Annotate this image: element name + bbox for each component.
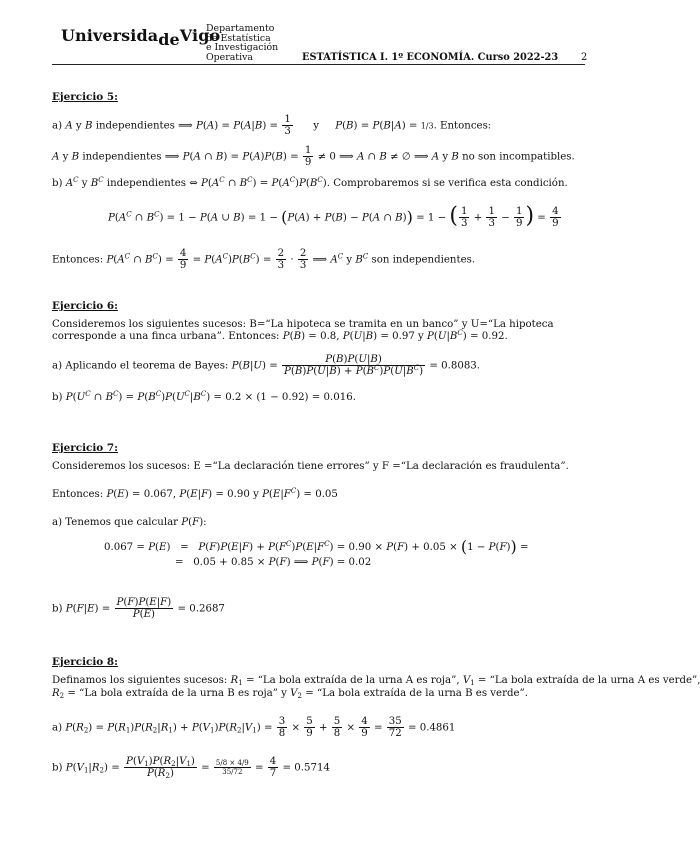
exercise-7-title: Ejercicio 7: (52, 442, 118, 454)
ej7-part-b: b) P(F|E) = $\frac{P(F)P(E|F)}{P(E)}$ = 0.2687 (52, 597, 225, 620)
ej7-equation-line2: = 0.05 + 0.85 × P(F) ⟹ P(F) = 0.02 (175, 557, 372, 568)
ej7-given: Entonces: P(E) = 0.067, P(E|F) = 0.90 y $P(E|F^C) = 0.05$ (52, 487, 338, 500)
ej5-part-a-line2: A y B independientes ⟹ P(A ∩ B) = P(A)P(B) = $\frac{1}{9}$ ≠ 0 ⟹ A ∩ B ≠ ∅ ⟹ A y B no son incompatibles. (52, 145, 575, 168)
ej7-part-a-text: a) Tenemos que calcular P(F): (52, 517, 207, 528)
exercise-6-title: Ejercicio 6: (52, 300, 118, 312)
ej7-equation-line1: $0.067 = P(E) = P(F)P(E|F) + P(F^C)P(E|F^C) = 0.90 \times P(F) + 0.05 \times (1 - P(F))$ = (104, 537, 529, 556)
exercise-5-title: Ejercicio 5: (52, 91, 118, 103)
ej8-intro-line1: Definamos los siguientes sucesos: $R_1$ = “La bola extraída de la urna A es roja”, $V_1$ = “La bola extraída de la urna A es verde”, (52, 675, 700, 687)
ej5-part-b-conclusion: Entonces: $P(A^C$ ∩ $B^C$) = $\frac{4}{9}$ = $P(A^C)P(B^C)$ = $\frac{2}{3}$ · $\frac{2}{3}$ ⟹ $A^C$ y $B^C$ son independientes. (52, 248, 476, 271)
university-logo-text: UniversidadeVigo (61, 26, 221, 49)
ej5-part-b-equation: $P(A^C$ ∩ $B^C) = 1 - P(A$ ∪ B) = 1 − (P(A) + P(B) − P(A ∩ B)) = 1 − ( $\frac{1}{3}$ + $\frac{1}{3}$ − $\frac{1}{9}$ ) = $\frac{4}{9}$ (108, 203, 559, 229)
ej7-intro: Consideremos los sucesos: E =“La declaración tiene errores” y F =“La declaración es fraudulenta”. (52, 461, 569, 472)
ej6-part-a: a) Aplicando el teorema de Bayes: P(B|U) = $\frac{P(B)P(U|B)}{P(B)P(U|B) + P(B^C)P(U|B^C)}$ = 0.8083. (52, 354, 481, 377)
ej5-part-b-line1: b) $A^C$ y $B^C$ independientes ⇔ $P(A^C$ ∩ $B^C) = P(A^C)P(B^C)$. Comprobaremos si se verifica esta condición. (52, 176, 568, 189)
header-rule (52, 64, 585, 65)
ej5-part-a-line1: a) A y B independientes ⟹ P(A) = P(A|B) = $\frac{1}{3}$ y P(B) = P(B|A) = 1/3. Entonces: (52, 114, 492, 137)
exercise-8-title: Ejercicio 8: (52, 656, 118, 668)
ej6-intro: Consideremos los siguientes sucesos: B=“La hipoteca se tramita en un banco” y U=“La hipoteca corresponde a una finca urbana”. Entonces: P(B) = 0.8, P(U|B) = 0.97 y $P(U|B^C) = 0.92$. (52, 319, 554, 342)
page-number: 2 (581, 52, 588, 63)
ej8-part-b: b) $P(V_1|R_2)$ = $\frac{P(V_1)P(R_2|V_1)}{P(R_2)}$ = $\frac{5/8 \times 4/9}{35/72}$ = $\frac{4}{7}$ = 0.5714 (52, 756, 330, 780)
ej8-intro-line2: $R_2$ = “La bola extraída de la urna B es roja” y $V_2$ = “La bola extraída de la urna B es verde”. (52, 688, 528, 700)
department-name: Departamento de Estatística e Investigación Operativa (206, 23, 279, 63)
course-title: ESTATÍSTICA I. 1º ECONOMÍA. Curso 2022-23 (302, 52, 559, 63)
ej6-part-b: b) $P(U^C$ ∩ $B^C) = P(B^C)P(U^C|B^C) = 0.2 \times (1 - 0.92) = 0.016$. (52, 390, 356, 403)
ej8-part-a: a) $P(R_2) = P(R_1)P(R_2|R_1) + P(V_1)P(R_2|V_1)$ = $\frac{3}{8}$ × $\frac{5}{9}$ + $\frac{5}{8}$ × $\frac{4}{9}$ = $\frac{35}{72}$ = 0.4861 (52, 716, 456, 739)
